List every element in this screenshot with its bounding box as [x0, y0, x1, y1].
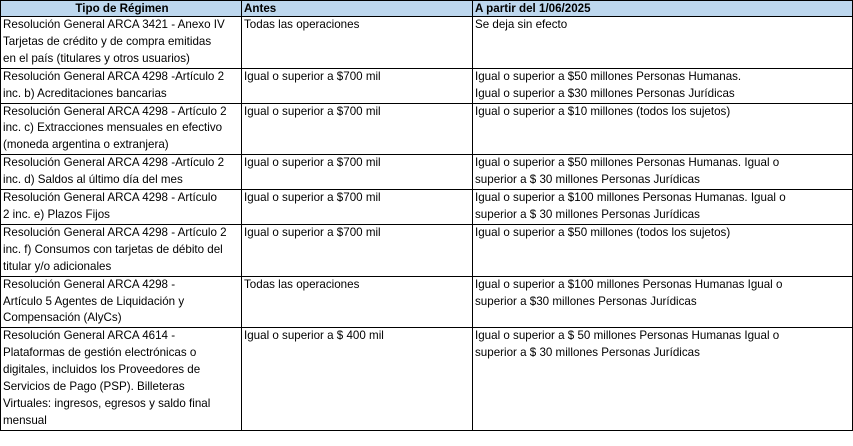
- cell-text-line: Todas las operaciones: [244, 18, 360, 31]
- cell-text-line: superior a $30 millones Personas Jurídicas: [475, 294, 697, 308]
- cell-text-line: Igual o superior a $50 millones Personas Humanas.: [475, 69, 742, 83]
- tipo-cell: [1, 328, 242, 430]
- cell-text-line: superior a $ 30 millones Personas Jurídicas: [475, 173, 700, 187]
- cell-text-line: Igual o superior a $ 400 mil: [244, 329, 384, 343]
- header-row: [1, 1, 853, 17]
- cell-text-line: Resolución General ARCA 4298 -Artículo 2: [3, 69, 225, 83]
- cell-text-line: Resolución General ARCA 4614 -: [3, 329, 176, 343]
- antes-cell: [242, 17, 473, 69]
- antes-cell: [242, 328, 473, 430]
- tipo-cell: [1, 68, 242, 103]
- cell-text-line: Servicios de Pago (PSP). Billeteras: [3, 380, 185, 394]
- cell-text-line: mensual: [3, 413, 47, 427]
- cell-text-line: Resolución General ARCA 3421 - Anexo IV: [3, 18, 225, 31]
- cell-text-line: Plataformas de gestión electrónicas o: [3, 346, 197, 360]
- cell-text-line: superior a $ 30 millones Personas Jurídicas: [475, 346, 700, 360]
- table-row: [1, 190, 853, 225]
- cell-text-line: inc. d) Saldos al último día del mes: [3, 173, 183, 187]
- tipo-cell: [1, 155, 242, 190]
- cell-text-line: Igual o superior a $100 millones Personas Humanas Igual o: [475, 277, 783, 291]
- antes-cell: [242, 224, 473, 276]
- a-partir-cell: [473, 155, 853, 190]
- cell-text-line: Igual o superior a $700 mil: [244, 156, 381, 170]
- cell-text-line: Resolución General ARCA 4298 - Artículo: [3, 191, 217, 205]
- table-row: [1, 276, 853, 328]
- table-row: [1, 328, 853, 430]
- table-row: [1, 103, 853, 155]
- cell-text-line: superior a $ 30 millones Personas Jurídicas: [475, 207, 700, 221]
- tipo-cell: [1, 190, 242, 225]
- table-row: [1, 17, 853, 69]
- header-a-partir: A partir del 1/06/2025: [473, 1, 853, 17]
- cell-text-line: inc. c) Extracciones mensuales en efectivo: [3, 121, 223, 135]
- cell-text-line: Igual o superior a $10 millones (todos los sujetos): [475, 104, 731, 118]
- cell-text-line: Igual o superior a $700 mil: [244, 69, 381, 83]
- cell-text-line: Resolución General ARCA 4298 -Artículo 2: [3, 156, 225, 170]
- cell-text-line: Igual o superior a $50 millones Personas Humanas. Igual o: [475, 156, 780, 170]
- cell-text-line: titular y/o adicionales: [3, 259, 112, 273]
- antes-cell: [242, 68, 473, 103]
- cell-text-line: Virtuales: ingresos, egresos y saldo final: [3, 396, 211, 410]
- antes-cell: [242, 276, 473, 328]
- cell-text-line: Igual o superior a $700 mil: [244, 104, 381, 118]
- cell-text-line: inc. b) Acreditaciones bancarias: [3, 86, 167, 100]
- cell-text-line: Artículo 5 Agentes de Liquidación y: [3, 294, 185, 308]
- a-partir-cell: [473, 190, 853, 225]
- antes-cell: [242, 155, 473, 190]
- table-row: [1, 155, 853, 190]
- cell-text-line: Todas las operaciones: [244, 277, 360, 291]
- cell-text-line: Resolución General ARCA 4298 -: [3, 277, 176, 291]
- a-partir-cell: [473, 276, 853, 328]
- cell-text-line: Se deja sin efecto: [475, 18, 568, 31]
- tipo-cell: [1, 224, 242, 276]
- tipo-cell: [1, 17, 242, 69]
- cell-text-line: 2 inc. e) Plazos Fijos: [3, 207, 110, 221]
- cell-text-line: Igual o superior a $30 millones Personas Jurídicas: [475, 86, 735, 100]
- cell-text-line: inc. f) Consumos con tarjetas de débito del: [3, 242, 223, 256]
- antes-cell: [242, 190, 473, 225]
- cell-text-line: Tarjetas de crédito y de compra emitidas: [3, 34, 212, 48]
- cell-text-line: Igual o superior a $ 50 millones Personas Humanas Igual o: [475, 329, 780, 343]
- table-row: [1, 68, 853, 103]
- cell-text-line: en el país (titulares y otros usuarios): [3, 51, 190, 65]
- cell-text-line: Resolución General ARCA 4298 - Artículo 2: [3, 104, 227, 118]
- tipo-cell: [1, 103, 242, 155]
- cell-text-line: digitales, incluidos los Proveedores de: [3, 363, 201, 377]
- cell-text-line: Igual o superior a $700 mil: [244, 191, 381, 205]
- cell-text-line: Compensación (AlyCs): [3, 311, 122, 325]
- a-partir-cell: [473, 68, 853, 103]
- cell-text-line: Igual o superior a $700 mil: [244, 225, 381, 239]
- a-partir-cell: [473, 328, 853, 430]
- header-antes: Antes: [242, 1, 473, 17]
- table-row: [1, 224, 853, 276]
- tipo-cell: [1, 276, 242, 328]
- header-tipo-de-regimen: Tipo de Régimen: [1, 1, 242, 17]
- a-partir-cell: [473, 17, 853, 69]
- a-partir-cell: [473, 224, 853, 276]
- cell-text-line: Resolución General ARCA 4298 - Artículo 2: [3, 225, 227, 239]
- a-partir-cell: [473, 103, 853, 155]
- cell-text-line: (moneda argentina o extranjera): [3, 138, 169, 152]
- cell-text-line: Igual o superior a $100 millones Personas Humanas. Igual o: [475, 191, 786, 205]
- cell-text-line: Igual o superior a $50 millones (todos los sujetos): [475, 225, 731, 239]
- antes-cell: [242, 103, 473, 155]
